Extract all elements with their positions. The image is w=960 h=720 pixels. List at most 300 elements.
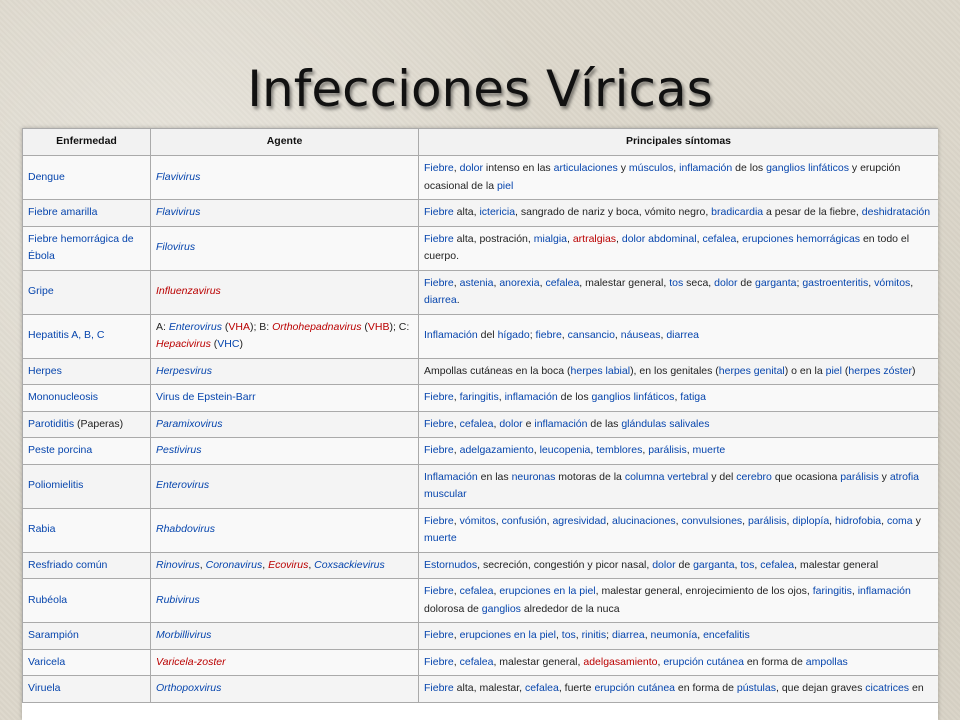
symptoms-text: , [546,514,553,527]
symptoms-link[interactable]: rinitis [581,629,607,641]
disease-cell [23,314,151,358]
viral-infections-table [22,128,938,703]
symptoms-link[interactable]: ganglios linfáticos [591,391,675,403]
symptoms-link[interactable]: diarrea [666,329,699,342]
table-header-row [23,129,939,156]
agent-text: ( [210,338,218,350]
symptoms-link[interactable]: ictericia [479,206,516,218]
symptoms-text: dolorosa de [424,602,482,615]
agent-link[interactable]: VHB [367,320,390,333]
symptoms-link[interactable]: cefalea [459,655,494,668]
symptoms-link[interactable]: cefalea [760,558,795,571]
symptoms-text: , [881,514,887,527]
symptoms-link[interactable]: inflamación [857,585,911,597]
table-row [23,200,939,227]
agent-text: , [308,558,315,571]
symptoms-text: alta, postración, [453,232,534,245]
disease-cell [23,200,151,227]
symptoms-cell [419,385,939,412]
symptoms-link[interactable]: fatiga [680,391,706,403]
disease-link[interactable]: Varicela [28,655,66,668]
symptoms-text: ) [912,364,916,377]
symptoms-text: , [453,629,460,641]
symptoms-link[interactable]: encefalitis [703,629,750,641]
symptoms-text: , [590,444,597,456]
symptoms-link[interactable]: muerte [424,532,457,544]
symptoms-text: , [453,585,460,597]
symptoms-link[interactable]: Fiebre [424,514,454,527]
symptoms-link[interactable]: cefalea [545,276,580,289]
agent-link[interactable]: Pestivirus [156,444,202,456]
agent-link[interactable]: Flavivirus [156,170,201,183]
symptoms-cell [419,411,939,438]
symptoms-text: , [453,514,460,527]
symptoms-link[interactable]: Fiebre [424,682,454,694]
table-body [23,156,939,703]
agent-cell [151,156,419,200]
symptoms-link[interactable]: Fiebre [424,162,454,174]
symptoms-text: , [614,329,621,342]
disease-cell [23,676,151,703]
symptoms-link[interactable]: Fiebre [424,629,454,641]
symptoms-link[interactable]: herpes labial [570,364,631,377]
agent-cell [151,649,419,676]
symptoms-cell [419,438,939,465]
header-enfermedad[interactable]: Enfermedad [23,129,151,156]
symptoms-text: , [657,655,664,668]
disease-link[interactable]: Rubéola [28,593,68,606]
agent-cell [151,358,419,385]
symptoms-link[interactable]: Fiebre [424,417,454,430]
disease-cell [23,438,151,465]
symptoms-link[interactable]: erupciones en la piel [499,585,596,597]
symptoms-link[interactable]: temblores [596,444,643,456]
symptoms-link[interactable]: Fiebre [424,391,454,403]
symptoms-text: , [567,232,573,245]
symptoms-text: y erupción ocasional de la [424,162,901,192]
symptoms-link[interactable]: erupciones hemorrágicas [742,232,861,245]
agent-cell [151,623,419,650]
slide-title: Infecciones Víricas [247,60,713,118]
symptoms-link[interactable]: piel [496,179,514,192]
symptoms-link[interactable]: erupciones en la piel [459,629,556,641]
table-row [23,649,939,676]
agent-link[interactable]: Paramixovirus [156,417,223,430]
symptoms-link[interactable]: adelgasamiento [583,655,658,668]
symptoms-link[interactable]: cefalea [459,417,494,430]
agent-link[interactable]: Varicela-zoster [156,655,226,668]
disease-link[interactable]: Dengue [28,170,65,183]
symptoms-text: intenso en las [482,162,554,174]
disease-cell [23,226,151,270]
symptoms-text: de [737,276,756,289]
symptoms-text: alrededor de la nuca [520,602,620,615]
agent-link[interactable]: Virus de Epstein-Barr [156,391,256,403]
disease-link[interactable]: Herpes [28,364,62,377]
agent-cell [151,508,419,552]
agent-link[interactable]: Rinovirus [156,558,200,571]
symptoms-link[interactable]: hígado [497,329,530,342]
disease-text: (Paperas) [74,417,124,430]
agent-link[interactable]: Coronavirus [205,558,263,571]
symptoms-text: en todo el cuerpo. [424,232,910,262]
disease-link[interactable]: Sarampión [28,629,79,641]
symptoms-link[interactable]: cerebro [736,470,772,483]
agent-link[interactable]: Ecovirus [268,558,309,571]
agent-text: ) [239,338,243,350]
symptoms-text: ; [529,329,536,342]
symptoms-text: en [909,682,924,694]
table-row [23,411,939,438]
symptoms-text: , [555,629,562,641]
disease-cell [23,623,151,650]
symptoms-text: y del [708,470,737,483]
symptoms-text: en las [477,470,512,483]
symptoms-text: ; [606,629,612,641]
disease-link[interactable]: Fiebre hemorrágica de Ébola [28,232,134,262]
symptoms-link[interactable]: neuronas [511,470,556,483]
symptoms-link[interactable]: vómitos [459,514,496,527]
symptoms-cell [419,579,939,623]
symptoms-link[interactable]: cicatrices [865,682,910,694]
symptoms-text: , [675,514,682,527]
symptoms-text: en forma de [743,655,806,668]
symptoms-text: , [453,276,460,289]
symptoms-link[interactable]: inflamación [534,417,588,430]
symptoms-link[interactable]: gastroenteritis [802,276,869,289]
symptoms-link[interactable]: parálisis [648,444,687,456]
symptoms-cell [419,156,939,200]
symptoms-link[interactable]: neumonía [650,629,698,641]
agent-link[interactable]: VHC [217,338,240,350]
symptoms-cell [419,552,939,579]
symptoms-link[interactable]: garganta [755,276,797,289]
disease-cell [23,156,151,200]
disease-cell [23,508,151,552]
symptoms-text: , [754,558,761,571]
symptoms-text: , fuerte [558,682,595,694]
symptoms-link[interactable]: anorexia [499,276,540,289]
agent-cell [151,226,419,270]
symptoms-link[interactable]: artralgias [572,232,617,245]
table-row [23,464,939,508]
symptoms-link[interactable]: ganglios [481,602,521,615]
symptoms-link[interactable]: dolor [459,162,483,174]
symptoms-link[interactable]: muerte [692,444,726,456]
symptoms-text: y [878,470,890,483]
symptoms-text: , [673,162,680,174]
symptoms-text: , [453,444,460,456]
symptoms-link[interactable]: herpes zóster [848,364,913,377]
table-row [23,385,939,412]
symptoms-text: de [675,558,694,571]
table-row [23,156,939,200]
table-row [23,623,939,650]
table-row [23,358,939,385]
agent-link[interactable]: Influenzavirus [156,285,221,298]
symptoms-cell [419,649,939,676]
agent-text: ( [361,320,368,333]
symptoms-link[interactable]: tos [669,276,684,289]
symptoms-link[interactable]: dolor abdominal [621,232,697,245]
symptoms-link[interactable]: coma [886,514,913,527]
symptoms-text: , [910,276,914,289]
symptoms-cell [419,623,939,650]
agent-text: ); C: [389,320,410,333]
symptoms-cell [419,676,939,703]
symptoms-text: , [493,276,500,289]
symptoms-text: , [868,276,875,289]
disease-link[interactable]: Poliomielitis [28,479,84,492]
table-row [23,579,939,623]
symptoms-text: y [912,514,921,527]
symptoms-link[interactable]: parálisis [748,514,787,527]
agent-text: ); B: [249,320,273,333]
symptoms-cell [419,200,939,227]
symptoms-link[interactable]: músculos [628,162,674,174]
symptoms-text: , [453,417,460,430]
symptoms-link[interactable]: pústulas [736,682,776,694]
symptoms-text: ; [796,276,803,289]
symptoms-link[interactable]: Fiebre [424,655,454,668]
symptoms-link[interactable]: ganglios linfáticos [766,162,849,174]
symptoms-link[interactable]: garganta [693,558,735,571]
agent-link[interactable]: Enterovirus [156,479,210,492]
symptoms-link[interactable]: deshidratación [861,206,931,218]
symptoms-link[interactable]: glándulas salivales [621,417,710,430]
symptoms-text: , [493,417,500,430]
symptoms-text: , [686,444,693,456]
agent-link[interactable]: Coxsackievirus [314,558,385,571]
symptoms-link[interactable]: astenia [459,276,494,289]
symptoms-link[interactable]: confusión [501,514,547,527]
symptoms-link[interactable]: inflamación [504,391,558,403]
symptoms-text: , [575,629,582,641]
symptoms-link[interactable]: cefalea [702,232,737,245]
symptoms-text: que ocasiona [771,470,841,483]
disease-link[interactable]: Mononucleosis [28,391,99,403]
disease-cell [23,358,151,385]
agent-link[interactable]: Hepacivirus [156,338,211,350]
symptoms-link[interactable]: bradicardia [711,206,764,218]
symptoms-text: , [829,514,835,527]
symptoms-link[interactable]: columna vertebral [624,470,709,483]
symptoms-cell [419,226,939,270]
agent-cell [151,464,419,508]
symptoms-link[interactable]: Fiebre [424,276,454,289]
disease-cell [23,649,151,676]
symptoms-cell [419,358,939,385]
disease-cell [23,464,151,508]
symptoms-text: , [674,391,681,403]
symptoms-link[interactable]: dolor [652,558,676,571]
symptoms-link[interactable]: agresividad [552,514,607,527]
agent-cell [151,579,419,623]
table-container [22,128,938,720]
symptoms-link[interactable]: faringitis [459,391,499,403]
symptoms-link[interactable]: fiebre [535,329,562,342]
symptoms-text: , que dejan graves [775,682,866,694]
symptoms-text: , secreción, congestión y picor nasal, [477,558,653,571]
symptoms-link[interactable]: faringitis [812,585,852,597]
symptoms-link[interactable]: adelgazamiento [459,444,534,456]
symptoms-text: en forma de [675,682,737,694]
symptoms-link[interactable]: náuseas [620,329,661,342]
symptoms-text: , [660,329,667,342]
symptoms-link[interactable]: herpes genital [718,364,785,377]
disease-cell [23,579,151,623]
symptoms-text: , [453,391,460,403]
agent-cell [151,676,419,703]
symptoms-text: , [742,514,749,527]
disease-cell [23,270,151,314]
symptoms-text: motoras de la [555,470,625,483]
symptoms-text: , [493,585,500,597]
symptoms-text: , [561,329,568,342]
symptoms-cell [419,464,939,508]
disease-link[interactable]: Hepatitis A, B, C [28,329,105,342]
disease-link[interactable]: Gripe [28,285,54,298]
symptoms-text: ), en los genitales ( [630,364,719,377]
symptoms-link[interactable]: hidrofobia [835,514,882,527]
agent-link[interactable]: Rhabdovirus [156,523,215,536]
header-agente[interactable]: Agente [151,129,419,156]
symptoms-link[interactable]: ampollas [805,655,848,668]
symptoms-text: , [734,558,741,571]
symptoms-text: , [533,444,540,456]
disease-cell [23,385,151,412]
agent-link[interactable]: VHA [228,320,250,333]
symptoms-link[interactable]: leucopenia [539,444,591,456]
disease-link[interactable]: Parotiditis [28,417,75,430]
agent-link[interactable]: Orthohepadnavirus [272,320,362,333]
symptoms-text: ) o en la [784,364,826,377]
agent-link[interactable]: Rubivirus [156,593,200,606]
symptoms-text: , [453,655,460,668]
table-row [23,676,939,703]
symptoms-link[interactable]: diarrea [612,629,645,641]
disease-link[interactable]: Resfriado común [28,558,108,571]
symptoms-text: , malestar general, [579,276,670,289]
symptoms-link[interactable]: convulsiones [681,514,743,527]
symptoms-text: , [642,444,649,456]
symptoms-text: e [522,417,535,430]
table-row [23,508,939,552]
agent-text: , [199,558,206,571]
symptoms-link[interactable]: atrofia muscular [424,470,920,500]
symptoms-link[interactable]: tos [740,558,755,571]
symptoms-link[interactable]: Inflamación [424,470,478,483]
symptoms-link[interactable]: parálisis [840,470,879,483]
agent-link[interactable]: Flavivirus [156,206,201,218]
symptoms-link[interactable]: tos [561,629,576,641]
symptoms-link[interactable]: diplopía [792,514,830,527]
symptoms-text: Ampollas cutáneas en la boca ( [424,364,571,377]
agent-cell [151,552,419,579]
agent-text: ( [221,320,229,333]
symptoms-link[interactable]: inflamación [679,162,733,174]
agent-cell [151,438,419,465]
symptoms-link[interactable]: mialgia [533,232,567,245]
symptoms-text: . [456,294,460,306]
symptoms-cell [419,508,939,552]
agent-link[interactable]: Herpesvirus [156,364,213,377]
symptoms-link[interactable]: Fiebre [424,585,454,597]
symptoms-text: , [453,162,460,174]
symptoms-link[interactable]: erupción cutánea [594,682,675,694]
disease-link[interactable]: Viruela [28,682,61,694]
symptoms-text: , malestar general [794,558,879,571]
symptoms-text: , [736,232,743,245]
disease-link[interactable]: Peste porcina [28,444,93,456]
symptoms-text: , [539,276,546,289]
table-row [23,438,939,465]
agent-link[interactable]: Morbillivirus [156,629,212,641]
symptoms-link[interactable]: vómitos [874,276,911,289]
symptoms-cell [419,270,939,314]
symptoms-link[interactable]: Fiebre [424,444,454,456]
symptoms-link[interactable]: Fiebre [424,206,454,218]
symptoms-text: de las [587,417,622,430]
symptoms-link[interactable]: cefalea [524,682,559,694]
table-row [23,552,939,579]
symptoms-link[interactable]: articulaciones [553,162,618,174]
disease-cell [23,411,151,438]
symptoms-link[interactable]: erupción cutánea [663,655,744,668]
symptoms-text: del [477,329,498,342]
agent-cell [151,270,419,314]
symptoms-text: , [786,514,793,527]
symptoms-text: de los [732,162,767,174]
symptoms-text: de los [557,391,592,403]
symptoms-text: a pesar de la fiebre, [763,206,862,218]
symptoms-link[interactable]: Estornudos [424,558,478,571]
symptoms-link[interactable]: alucinaciones [611,514,676,527]
symptoms-text: alta, [453,206,480,218]
symptoms-text: , [606,514,612,527]
symptoms-text: ( [841,364,849,377]
symptoms-text: alta, malestar, [453,682,525,694]
symptoms-link[interactable]: dolor [499,417,523,430]
symptoms-link[interactable]: cansancio [567,329,615,342]
header-sintomas[interactable]: Principales síntomas [419,129,939,156]
disease-link[interactable]: Rabia [28,523,56,536]
agent-link[interactable]: Filovirus [156,241,196,254]
table-row [23,270,939,314]
symptoms-text: , [644,629,651,641]
symptoms-link[interactable]: Fiebre [424,232,454,245]
agent-cell [151,314,419,358]
symptoms-cell [419,314,939,358]
symptoms-link[interactable]: dolor [714,276,738,289]
agent-link[interactable]: Orthopoxvirus [156,682,222,694]
symptoms-text: y [617,162,629,174]
agent-link[interactable]: Enterovirus [168,320,222,333]
agent-cell [151,200,419,227]
symptoms-text: , [697,629,704,641]
symptoms-text: , malestar general, enrojecimiento de los ojos, [595,585,813,597]
symptoms-text: , [851,585,858,597]
disease-link[interactable]: Fiebre amarilla [28,206,98,218]
symptoms-link[interactable]: piel [825,364,842,377]
symptoms-text: seca, [683,276,715,289]
symptoms-link[interactable]: cefalea [459,585,494,597]
symptoms-link[interactable]: diarrea [424,294,457,306]
agent-cell [151,385,419,412]
agent-text: , [262,558,269,571]
symptoms-link[interactable]: Inflamación [424,329,478,342]
symptoms-text: , [498,391,505,403]
